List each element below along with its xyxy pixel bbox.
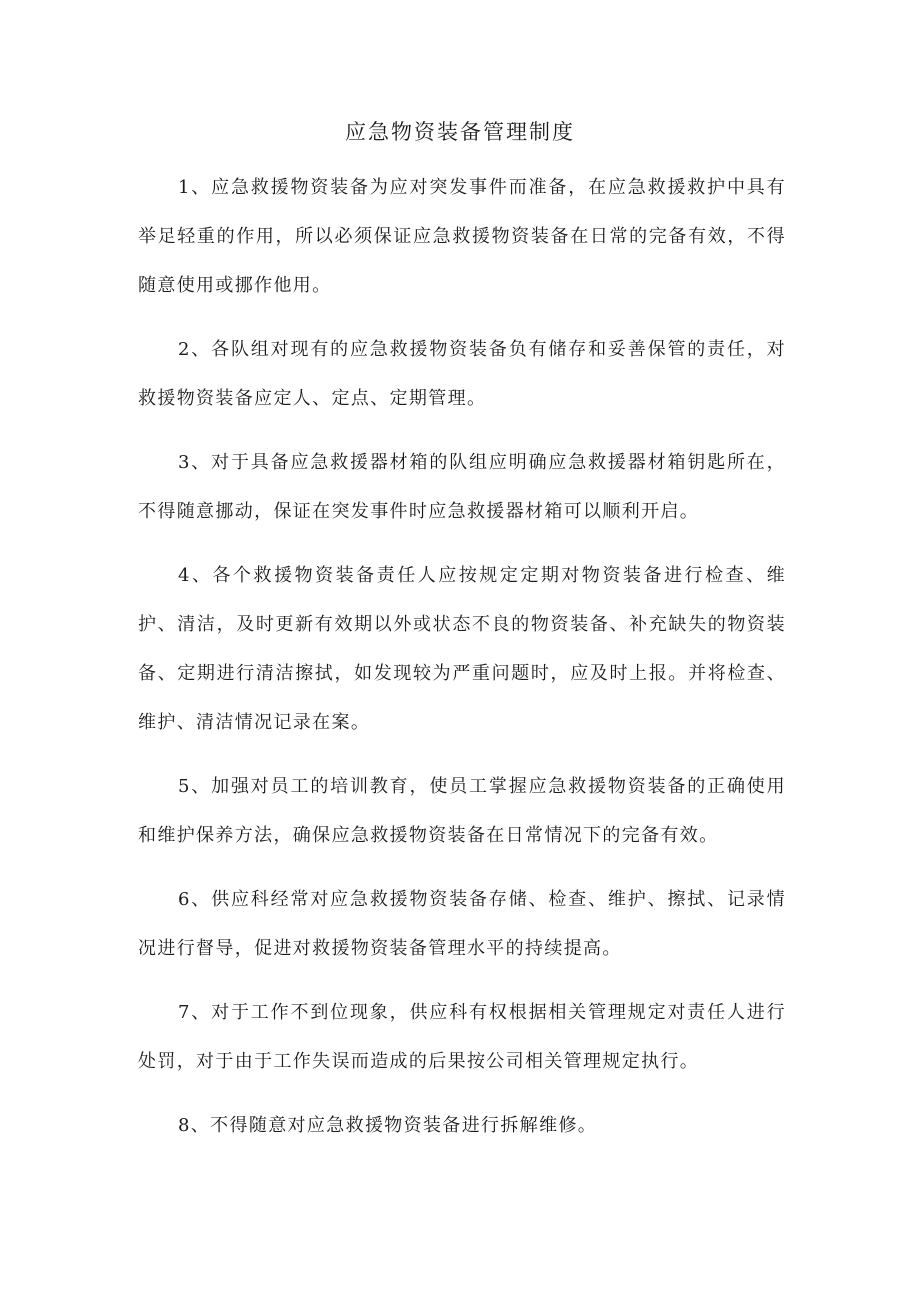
paragraph-2: 2、各队组对现有的应急救援物资装备负有储存和妥善保管的责任，对救援物资装备应定人、定点、定期管理。 — [138, 339, 786, 409]
paragraph-1: 1、应急救援物资装备为应对突发事件而准备，在应急救援救护中具有举足轻重的作用，所以必须保证应急救援物资装备在日常的完备有效，不得随意使用或挪作他用。 — [138, 177, 786, 296]
document-body — [138, 163, 786, 1165]
document-title: 应急物资装备管理制度 — [345, 120, 575, 144]
paragraph-7: 7、对于工作不到位现象，供应科有权根据相关管理规定对责任人进行处罚，对于由于工作失误而造成的后果按公司相关管理规定执行。 — [138, 1002, 786, 1072]
paragraph-8: 8、不得随意对应急救援物资装备进行拆解维修。 — [178, 1115, 598, 1136]
paragraph-5: 5、加强对员工的培训教育，使员工掌握应急救援物资装备的正确使用和维护保养方法，确保应急救援物资装备在日常情况下的完备有效。 — [138, 776, 786, 846]
paragraph-6: 6、供应科经常对应急救援物资装备存储、检查、维护、擦拭、记录情况进行督导，促进对救援物资装备管理水平的持续提高。 — [138, 889, 786, 959]
paragraph-3: 3、对于具备应急救援器材箱的队组应明确应急救援器材箱钥匙所在，不得随意挪动，保证在突发事件时应急救援器材箱可以顺利开启。 — [138, 452, 786, 522]
paragraph-4: 4、各个救援物资装备责任人应按规定定期对物资装备进行检查、维护、清洁，及时更新有效期以外或状态不良的物资装备、补充缺失的物资装备、定期进行清洁擦拭，如发现较为严重问题时，应及时上报。并将检查、维护、清洁情况记录在案。 — [138, 565, 786, 733]
